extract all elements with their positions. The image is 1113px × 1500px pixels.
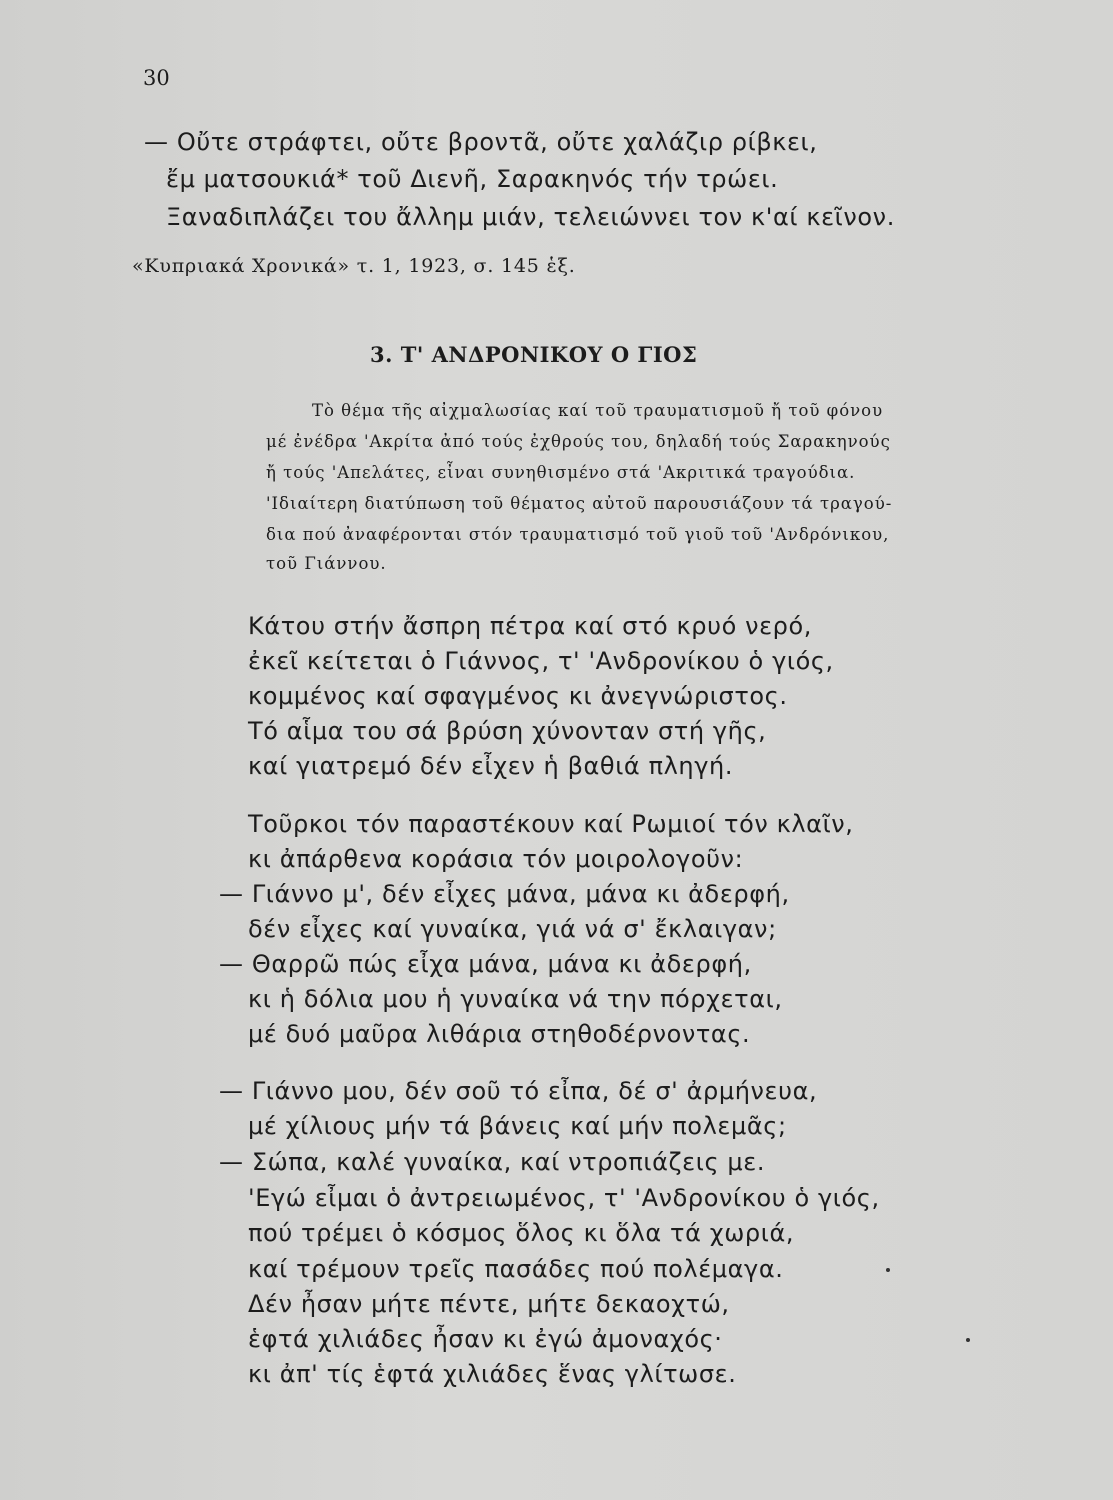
intro-line: δια πού ἀναφέρονται στόν τραυματισμό τοῦ γιοῦ τοῦ 'Ανδρόνικου, bbox=[266, 525, 890, 544]
poem-line: ἑφτά χιλιάδες ἦσαν κι ἐγώ ἀμοναχός· bbox=[248, 1325, 723, 1353]
poem-line: μέ χίλιους μήν τά βάνεις καί μήν πολεμᾶς; bbox=[248, 1112, 787, 1140]
poem-line: ἐκεῖ κείτεται ὁ Γιάννος, τ' 'Ανδρονίκου ὁ γιός, bbox=[248, 647, 834, 675]
poem-line: Δέν ἦσαν μήτε πέντε, μήτε δεκαοχτώ, bbox=[248, 1290, 730, 1318]
poem-line: — Θαρρῶ πώς εἶχα μάνα, μάνα κι ἀδερφή, bbox=[219, 950, 752, 978]
intro-line: 'Ιδιαίτερη διατύπωση τοῦ θέματος αὐτοῦ παρουσιάζουν τά τραγού- bbox=[266, 494, 893, 513]
opening-verse-line: — Οὔτε στράφτει, οὔτε βροντᾶ, οὔτε χαλάζιρ ρίβκει, bbox=[144, 128, 818, 156]
poem-line: κι ἀπάρθενα κοράσια τόν μοιρολογοῦν: bbox=[248, 845, 744, 873]
intro-line: μέ ἐνέδρα 'Ακρίτα ἀπό τούς ἐχθρούς του, δηλαδή τούς Σαρακηνούς bbox=[266, 432, 891, 451]
poem-line: μέ δυό μαῦρα λιθάρια στηθοδέρνοντας. bbox=[248, 1020, 751, 1048]
intro-line: Τὸ θέμα τῆς αἰχμαλωσίας καί τοῦ τραυματισμοῦ ἤ τοῦ φόνου bbox=[312, 401, 884, 420]
poem-line: κομμένος καί σφαγμένος κι ἀνεγνώριστος. bbox=[248, 682, 788, 710]
section-title: 3. Τ' ΑΝΔΡΟΝΙΚΟΥ Ο ΓΙΟΣ bbox=[370, 342, 698, 367]
poem-line: καί τρέμουν τρεῖς πασάδες πού πολέμαγα. bbox=[248, 1255, 784, 1283]
poem-line: — Γιάννο μ', δέν εἶχες μάνα, μάνα κι ἀδερφή, bbox=[219, 880, 790, 908]
poem-line: καί γιατρεμό δέν εἶχεν ἡ βαθιά πληγή. bbox=[248, 752, 734, 780]
intro-line: τοῦ Γιάννου. bbox=[266, 554, 387, 573]
poem-line: δέν εἶχες καί γυναίκα, γιά νά σ' ἔκλαιγαν; bbox=[248, 915, 777, 943]
poem-line: κι ἀπ' τίς ἑφτά χιλιάδες ἕνας γλίτωσε. bbox=[248, 1360, 737, 1388]
poem-line: 'Εγώ εἶμαι ὁ ἀντρειωμένος, τ' 'Ανδρονίκου ὁ γιός, bbox=[248, 1184, 880, 1212]
intro-line: ἤ τούς 'Απελάτες, εἶναι συνηθισμένο στά 'Ακριτικά τραγούδια. bbox=[266, 463, 856, 482]
poem-line: πού τρέμει ὁ κόσμος ὅλος κι ὅλα τά χωριά, bbox=[248, 1219, 795, 1247]
poem-line: — Σώπα, καλέ γυναίκα, καί ντροπιάζεις με. bbox=[219, 1148, 766, 1176]
poem-line: Τοῦρκοι τόν παραστέκουν καί Ρωμιοί τόν κλαῖν, bbox=[248, 810, 854, 838]
opening-verse-line: ἔμ ματσουκιά* τοῦ Διενῆ, Σαρακηνός τήν τρώει. bbox=[166, 165, 779, 193]
print-speck bbox=[886, 1268, 890, 1272]
opening-verse-line: Ξαναδιπλάζει του ἄλλημ μιάν, τελειώννει τον κ'αί κεῖνον. bbox=[166, 203, 895, 231]
poem-line: Κάτου στήν ἄσπρη πέτρα καί στό κρυό νερό, bbox=[248, 612, 813, 640]
source-citation: «Κυπριακά Χρονικά» τ. 1, 1923, σ. 145 ἑξ. bbox=[132, 255, 576, 277]
page-number: 30 bbox=[143, 66, 170, 90]
poem-line: κι ἡ δόλια μου ἡ γυναίκα νά την πόρχεται, bbox=[248, 985, 783, 1013]
poem-line: Τό αἷμα του σά βρύση χύνονταν στή γῆς, bbox=[248, 717, 767, 745]
print-speck bbox=[966, 1338, 970, 1342]
poem-line: — Γιάννο μου, δέν σοῦ τό εἶπα, δέ σ' ἀρμήνευα, bbox=[219, 1077, 818, 1105]
